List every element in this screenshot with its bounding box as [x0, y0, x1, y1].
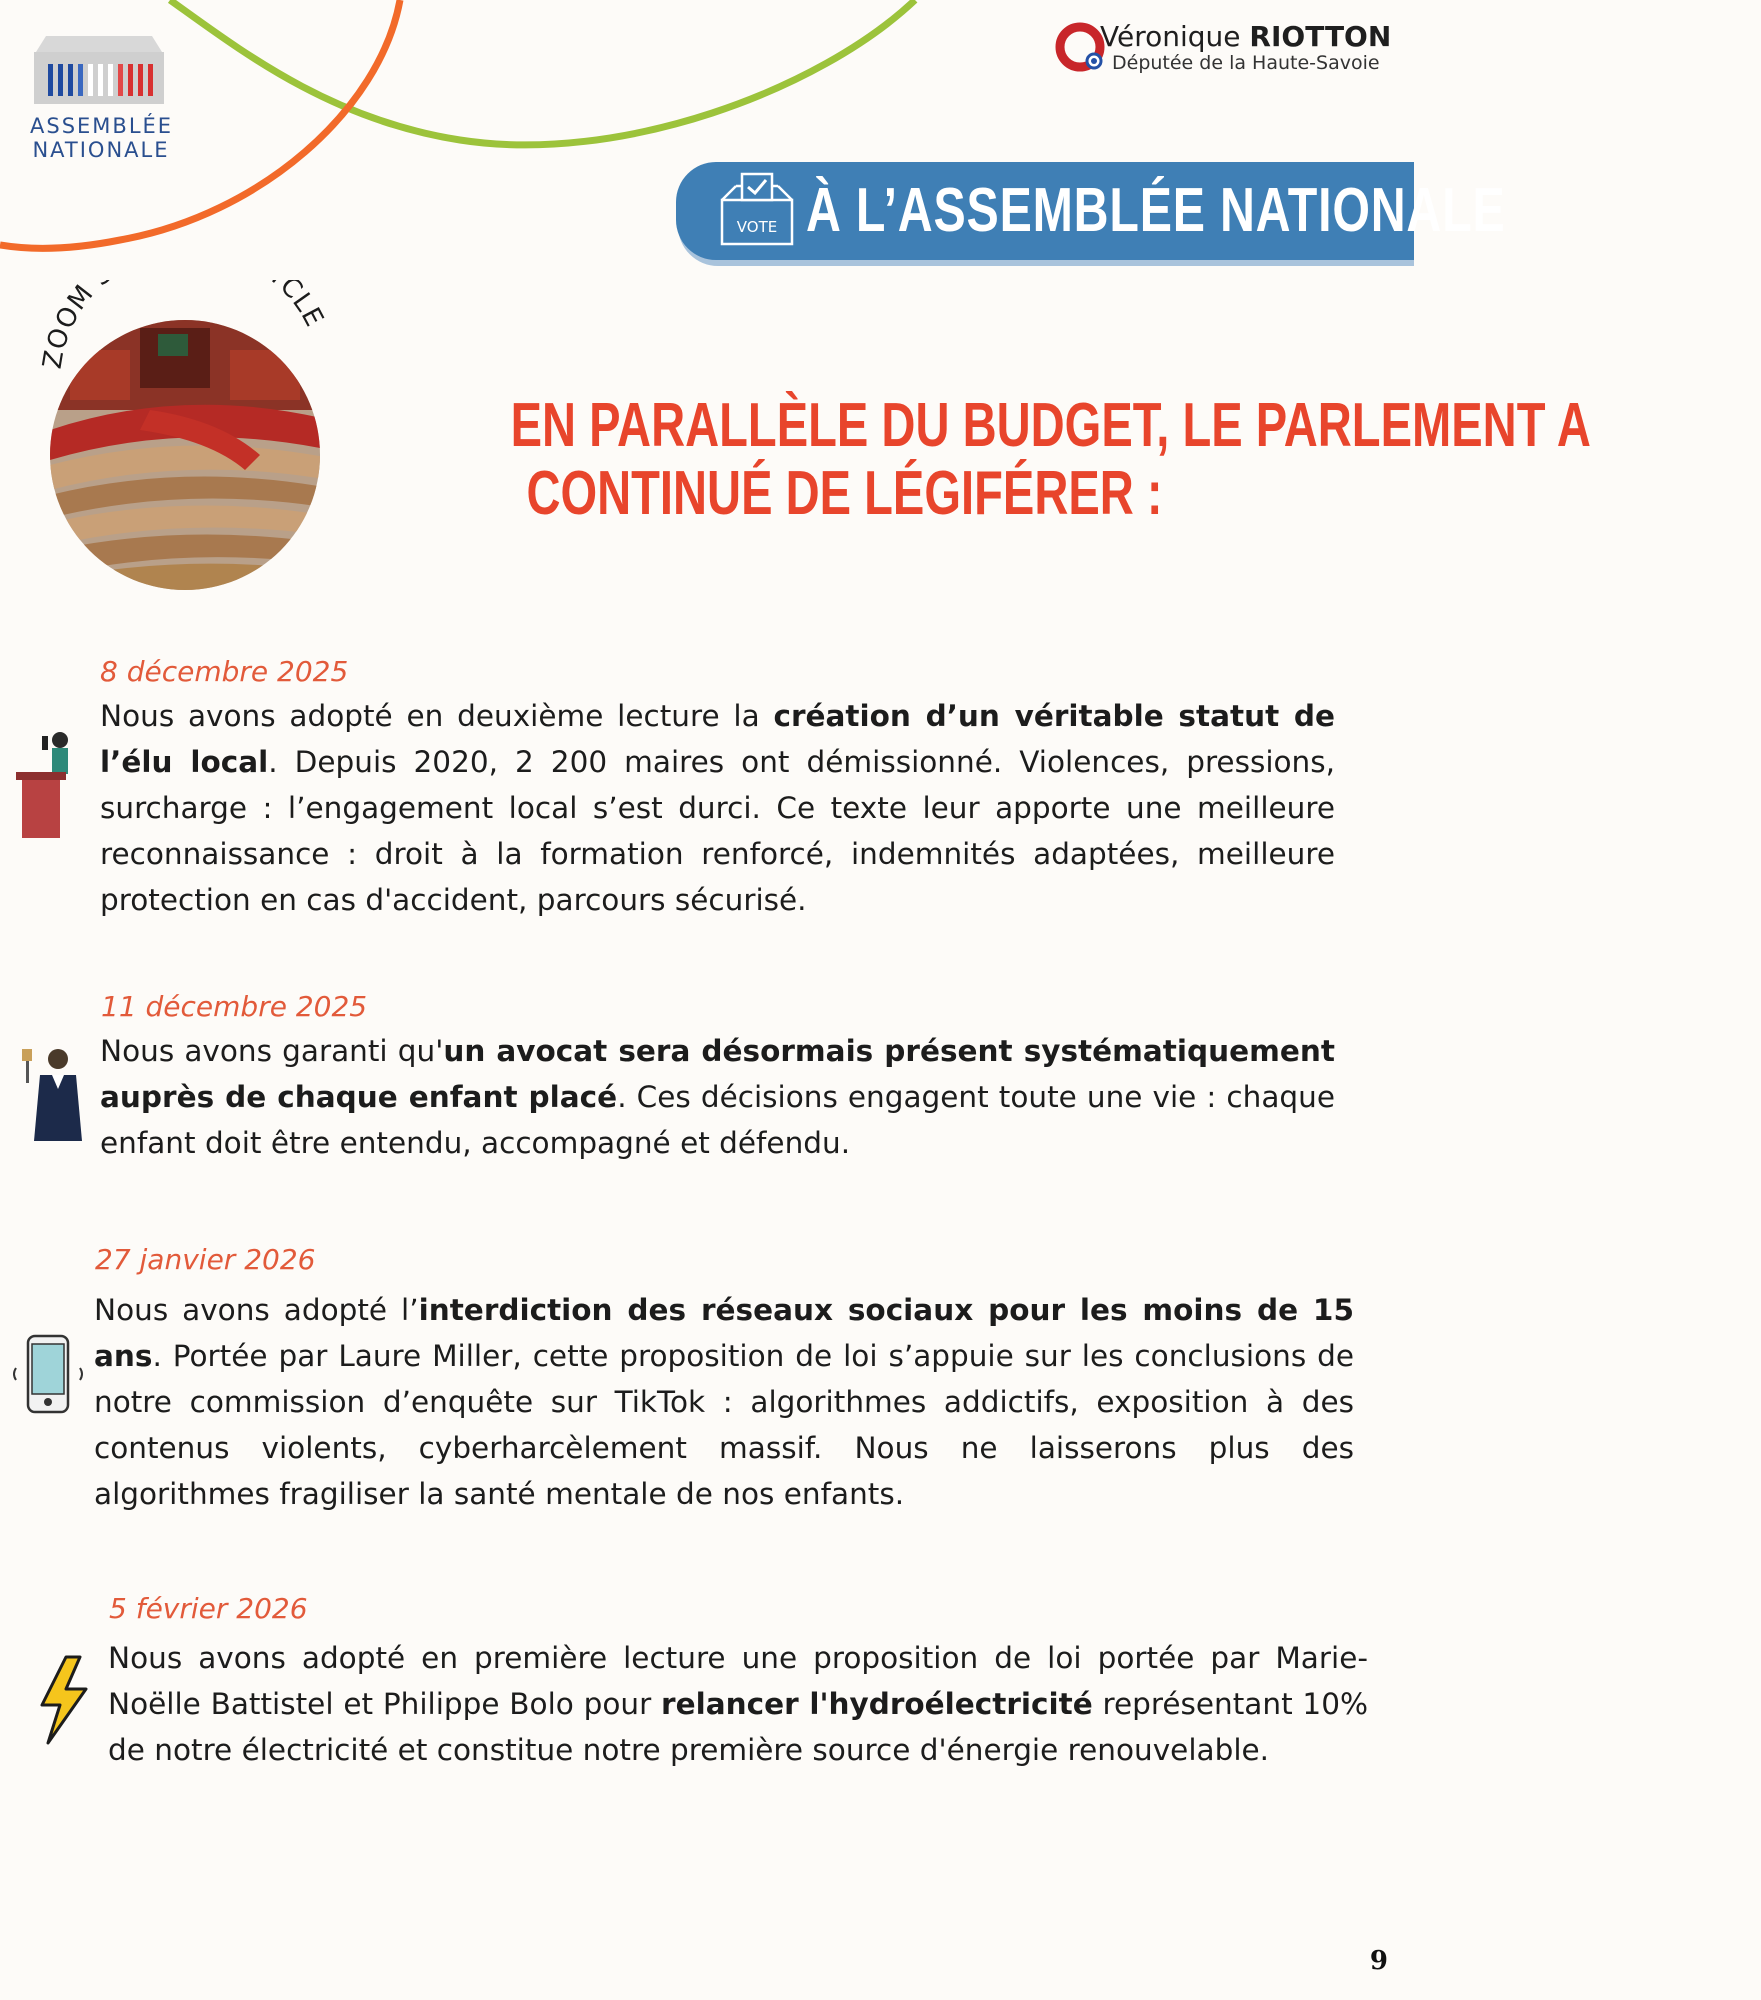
zoom-arc-text: ZOOM CLE — [37, 280, 330, 371]
assemblee-logo-line2: NATIONALE — [32, 138, 170, 162]
entry-date-1: 8 décembre 2025 — [100, 655, 349, 688]
hemicycle-badge — [30, 280, 340, 610]
lightning-icon — [36, 1655, 90, 1745]
entry-text-2: Nous avons garanti qu'un avocat sera désormais présent systématiquement auprès de chaque enfant placé. Ces décisions engagent toute une vie : chaque enfant doit être entendu, accompagné et défendu. — [100, 1034, 1335, 1160]
entry-date-3: 27 janvier 2026 — [95, 1243, 316, 1276]
hemicycle-photo — [30, 280, 340, 610]
deputy-brand — [1056, 20, 1392, 80]
entry-text-1: Nous avons adopté en deuxième lecture la création d’un véritable statut de l’élu local. Depuis 2020, 2 200 maires ont démissionné. Violences, pressions, surcharge : l’engagement local s’est durci. Ce texte leur apporte une meilleure reconnaissance : droit à la formation renforcé, indemnités adaptées, meilleure protection en cas d'accident, parcours sécurisé. — [100, 699, 1336, 917]
vote-label: VOTE — [736, 218, 778, 236]
assemblee-building-icon — [30, 30, 168, 110]
page-heading — [340, 391, 1591, 528]
lawyer-icon — [18, 1045, 88, 1145]
deputy-name: Véronique RIOTTON — [1100, 20, 1392, 53]
entry-date-2: 11 décembre 2025 — [101, 990, 368, 1023]
speaker-podium-icon — [14, 728, 84, 842]
heading-line2: CONTINUÉ DE LÉGIFÉRER : — [526, 459, 1164, 528]
page-number: 9 — [1369, 1946, 1388, 1976]
ballot-box-icon — [716, 170, 798, 250]
heading-line1: EN PARALLÈLE DU BUDGET, LE PARLEMENT A — [510, 391, 1591, 460]
banner-body — [676, 162, 1506, 260]
entry-text-3: Nous avons adopté l’interdiction des réseaux sociaux pour les moins de 15 ans. Portée par Laure Miller, cette proposition de loi s’appuie sur les conclusions de notre commission d’enquête sur TikTok : algorithmes addictifs, exposition à des contenus violents, cyberharcèlement massif. Nous ne laisserons plus des algorithmes fragiliser la santé mentale de nos enfants. — [94, 1293, 1354, 1511]
entry-text-4: Nous avons adopté en première lecture une proposition de loi portée par Marie-Noëlle Battistel et Philippe Bolo pour relancer l'hydroélectricité représentant 10% de notre électricité et constitue notre première source d'énergie renouvelable. — [108, 1641, 1368, 1767]
banner-title: À L’ASSEMBLÉE NATIONALE — [806, 176, 1506, 245]
deputy-role: Députée de la Haute-Savoie — [1112, 52, 1380, 74]
assemblee-logo-line1: ASSEMBLÉE — [30, 114, 174, 138]
section-banner — [676, 162, 1506, 260]
entry-date-4: 5 février 2026 — [109, 1592, 308, 1625]
assemblee-nationale-logo — [30, 30, 172, 162]
smartphone-icon — [6, 1334, 88, 1414]
